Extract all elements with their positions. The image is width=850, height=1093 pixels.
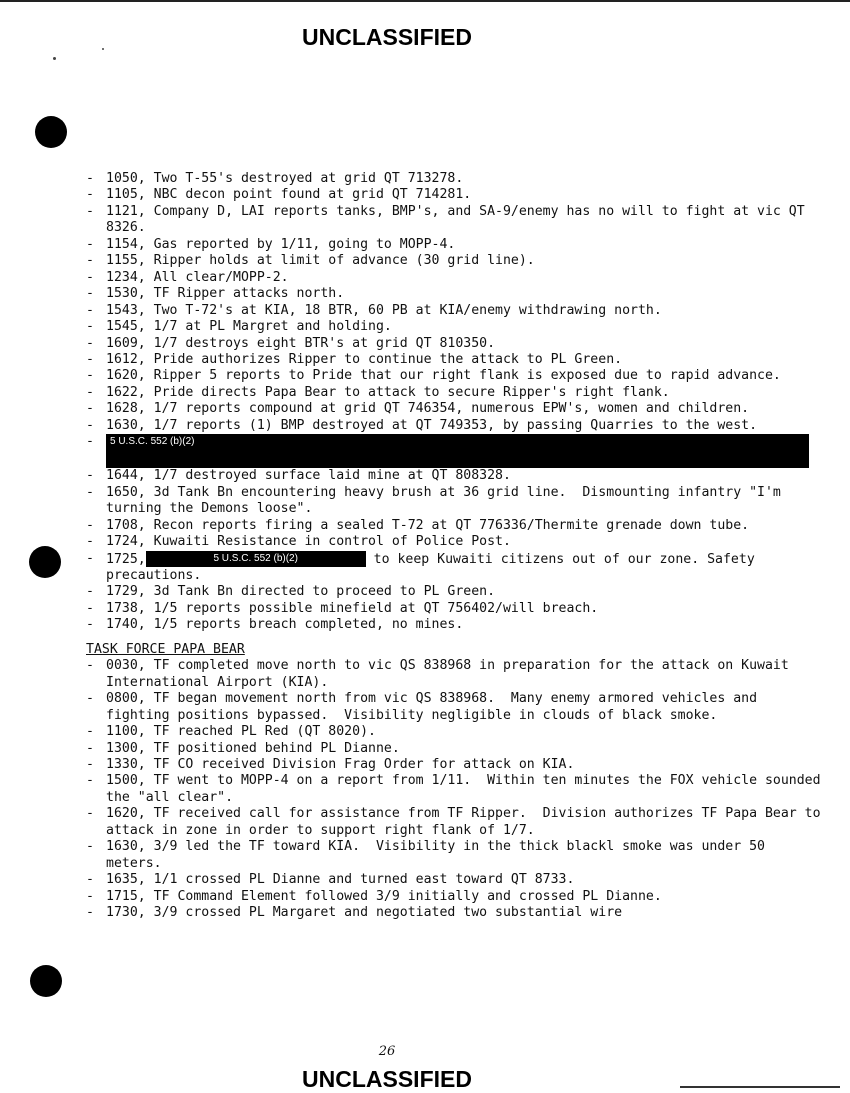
entry-text: 1500, TF went to MOPP-4 on a report from 1/11. Within ten minutes the FOX vehicle sounded the "all clear". [106, 773, 829, 805]
log-entries [86, 171, 829, 921]
list-item: - 1100, TF reached PL Red (QT 8020). [86, 724, 376, 740]
footer-classification: UNCLASSIFIED [302, 1066, 472, 1092]
redaction-inline: 5 U.S.C. 552 (b)(2) [146, 551, 366, 567]
header-classification: UNCLASSIFIED [302, 24, 472, 50]
entry-text: 1740, 1/5 reports breach completed, no mines. [106, 617, 464, 633]
entry-text: 1738, 1/5 reports possible minefield at QT 756402/will breach. [106, 600, 599, 616]
entry-time: 1725, [106, 551, 146, 567]
entry-text: 0800, TF began movement north from vic QS 838968. Many enemy armored vehicles and fighting positions bypassed. Visibility negligible in clouds of black smoke. [106, 691, 765, 723]
list-item: - 1729, 3d Tank Bn directed to proceed to PL Green. [86, 584, 496, 600]
punch-hole-top [35, 116, 67, 148]
list-item: - 1105, NBC decon point found at grid QT 714281. [86, 187, 472, 203]
list-item: - 1724, Kuwaiti Resistance in control of Police Post. [86, 534, 511, 550]
entry-text: 1650, 3d Tank Bn encountering heavy brush at 36 grid line. Dismounting infantry "I'm turning the Demons loose". [106, 484, 789, 517]
scan-speck [53, 57, 56, 60]
entry-text: 1155, Ripper holds at limit of advance (30 grid line). [106, 253, 535, 269]
entry-text: to keep Kuwaiti citizens out of our zone. Safety precautions. [106, 551, 763, 583]
top-border-line [0, 0, 850, 2]
list-item: - 1300, TF positioned behind PL Dianne. [86, 740, 400, 756]
entry-text: 0030, TF completed move north to vic QS 838968 in preparation for the attack on Kuwait International Airport (KIA). [106, 658, 797, 690]
list-item: - 1630, 1/7 reports (1) BMP destroyed at QT 749353, by passing Quarries to the west. [86, 417, 758, 433]
entry-text: 1121, Company D, LAI reports tanks, BMP's, and SA-9/enemy has no will to fight at vic QT 8326. [106, 203, 813, 236]
punch-hole-bottom [30, 965, 62, 997]
entry-text: 1729, 3d Tank Bn directed to proceed to PL Green. [106, 584, 496, 600]
entry-text: 1545, 1/7 at PL Margret and holding. [106, 319, 392, 335]
entry-text: 1708, Recon reports firing a sealed T-72 at QT 776336/Thermite grenade down tube. [106, 517, 750, 533]
list-item: - 1543, Two T-72's at KIA, 18 BTR, 60 PB at KIA/enemy withdrawing north. [86, 302, 662, 318]
entry-text: 1100, TF reached PL Red (QT 8020). [106, 724, 376, 740]
scan-speck [102, 48, 104, 50]
list-item: - 1644, 1/7 destroyed surface laid mine at QT 808328. [86, 468, 511, 484]
entry-text: 1644, 1/7 destroyed surface laid mine at QT 808328. [106, 468, 511, 484]
list-item: - 1500, TF went to MOPP-4 on a report from 1/11. Within ten minutes the FOX vehicle sounded the "all clear". [86, 773, 829, 805]
list-item: - 1740, 1/5 reports breach completed, no mines. [86, 617, 464, 633]
entry-text: 1050, Two T-55's destroyed at grid QT 713278. [106, 171, 464, 186]
list-item: - 1650, 3d Tank Bn encountering heavy brush at 36 grid line. Dismounting infantry "I'm turning the Demons loose". [86, 484, 789, 517]
list-item: - 1730, 3/9 crossed PL Margaret and negotiated two substantial wire [86, 905, 623, 921]
entry-text: 1715, TF Command Element followed 3/9 initially and crossed PL Dianne. [106, 888, 662, 904]
page-number: 26 [378, 1044, 396, 1059]
list-item: - 1612, Pride authorizes Ripper to continue the attack to PL Green. [86, 351, 623, 367]
list-item: - 1050, Two T-55's destroyed at grid QT 713278. [86, 171, 464, 186]
list-item: - 1609, 1/7 destroys eight BTR's at grid QT 810350. [86, 335, 496, 351]
entry-text: 1730, 3/9 crossed PL Margaret and negotiated two substantial wire [106, 905, 623, 921]
entry-text: 1154, Gas reported by 1/11, going to MOPP-4. [106, 236, 456, 252]
entry-text: 1635, 1/1 crossed PL Dianne and turned east toward QT 8733. [106, 872, 575, 888]
entry-text: 1234, All clear/MOPP-2. [106, 269, 289, 285]
entry-text: 1622, Pride directs Papa Bear to attack to secure Ripper's right flank. [106, 384, 670, 400]
list-item: - 1738, 1/5 reports possible minefield at QT 756402/will breach. [86, 600, 599, 616]
entry-text: 1628, 1/7 reports compound at grid QT 746354, numerous EPW's, women and children. [106, 401, 750, 417]
redaction-block: 5 U.S.C. 552 (b)(2) [106, 434, 809, 468]
list-item: - 1708, Recon reports firing a sealed T-72 at QT 776336/Thermite grenade down tube. [86, 517, 750, 533]
list-item: - 0030, TF completed move north to vic QS 838968 in preparation for the attack on Kuwait International Airport (KIA). [86, 658, 797, 690]
list-item: - 1155, Ripper holds at limit of advance (30 grid line). [86, 253, 535, 269]
list-item: - 1154, Gas reported by 1/11, going to MOPP-4. [86, 236, 456, 252]
list-item: - 1121, Company D, LAI reports tanks, BMP's, and SA-9/enemy has no will to fight at vic QT 8326. [86, 203, 813, 236]
list-item: - 1635, 1/1 crossed PL Dianne and turned east toward QT 8733. [86, 872, 575, 888]
entry-text: 1609, 1/7 destroys eight BTR's at grid QT 810350. [106, 335, 496, 351]
list-item: - 1630, 3/9 led the TF toward KIA. Visibility in the thick blackl smoke was under 50 meters. [86, 839, 773, 871]
entry-text: 1724, Kuwaiti Resistance in control of Police Post. [106, 534, 511, 550]
entry-text: 1620, Ripper 5 reports to Pride that our right flank is exposed due to rapid advance. [106, 368, 781, 384]
list-item: - 1545, 1/7 at PL Margret and holding. [86, 319, 392, 335]
bottom-rule [680, 1086, 840, 1088]
list-item: - 1725, 5 U.S.C. 552 (b)(2) to keep Kuwaiti citizens out of our zone. Safety precautions. [86, 550, 763, 583]
entry-text: 1105, NBC decon point found at grid QT 714281. [106, 187, 472, 203]
list-item: - 1620, TF received call for assistance from TF Ripper. Division authorizes TF Papa Bear to attack in zone in order to support right flank of 1/7. [86, 806, 829, 838]
entry-text: 1543, Two T-72's at KIA, 18 BTR, 60 PB at KIA/enemy withdrawing north. [106, 302, 662, 318]
list-item: - 1628, 1/7 reports compound at grid QT 746354, numerous EPW's, women and children. [86, 401, 750, 417]
list-item: - 1530, TF Ripper attacks north. [86, 286, 345, 302]
list-item: - 0800, TF began movement north from vic QS 838968. Many enemy armored vehicles and fighting positions bypassed. Visibility negligible in clouds of black smoke. [86, 691, 765, 723]
punch-hole-middle [29, 546, 61, 578]
section-title: TASK FORCE PAPA BEAR [86, 641, 245, 657]
list-item: - 1620, Ripper 5 reports to Pride that our right flank is exposed due to rapid advance. [86, 368, 781, 384]
entry-text: 1612, Pride authorizes Ripper to continue the attack to PL Green. [106, 351, 623, 367]
list-item: - 1622, Pride directs Papa Bear to attack to secure Ripper's right flank. [86, 384, 670, 400]
entry-text: 1300, TF positioned behind PL Dianne. [106, 740, 400, 756]
list-item: - 1234, All clear/MOPP-2. [86, 269, 289, 285]
entry-text: 1330, TF CO received Division Frag Order for attack on KIA. [106, 756, 575, 772]
list-item: - 1715, TF Command Element followed 3/9 initially and crossed PL Dianne. [86, 888, 662, 904]
entry-text: 1620, TF received call for assistance from TF Ripper. Division authorizes TF Papa Bear to attack in zone in order to support right flank of 1/7. [106, 806, 829, 838]
entry-text: 1630, 3/9 led the TF toward KIA. Visibility in the thick blackl smoke was under 50 meters. [106, 839, 773, 871]
entry-text: 1630, 1/7 reports (1) BMP destroyed at QT 749353, by passing Quarries to the west. [106, 417, 758, 433]
list-item: - 1330, TF CO received Division Frag Order for attack on KIA. [86, 756, 575, 772]
redacted-entry: - 5 U.S.C. 552 (b)(2) [86, 434, 826, 468]
entry-text: 1530, TF Ripper attacks north. [106, 286, 345, 302]
